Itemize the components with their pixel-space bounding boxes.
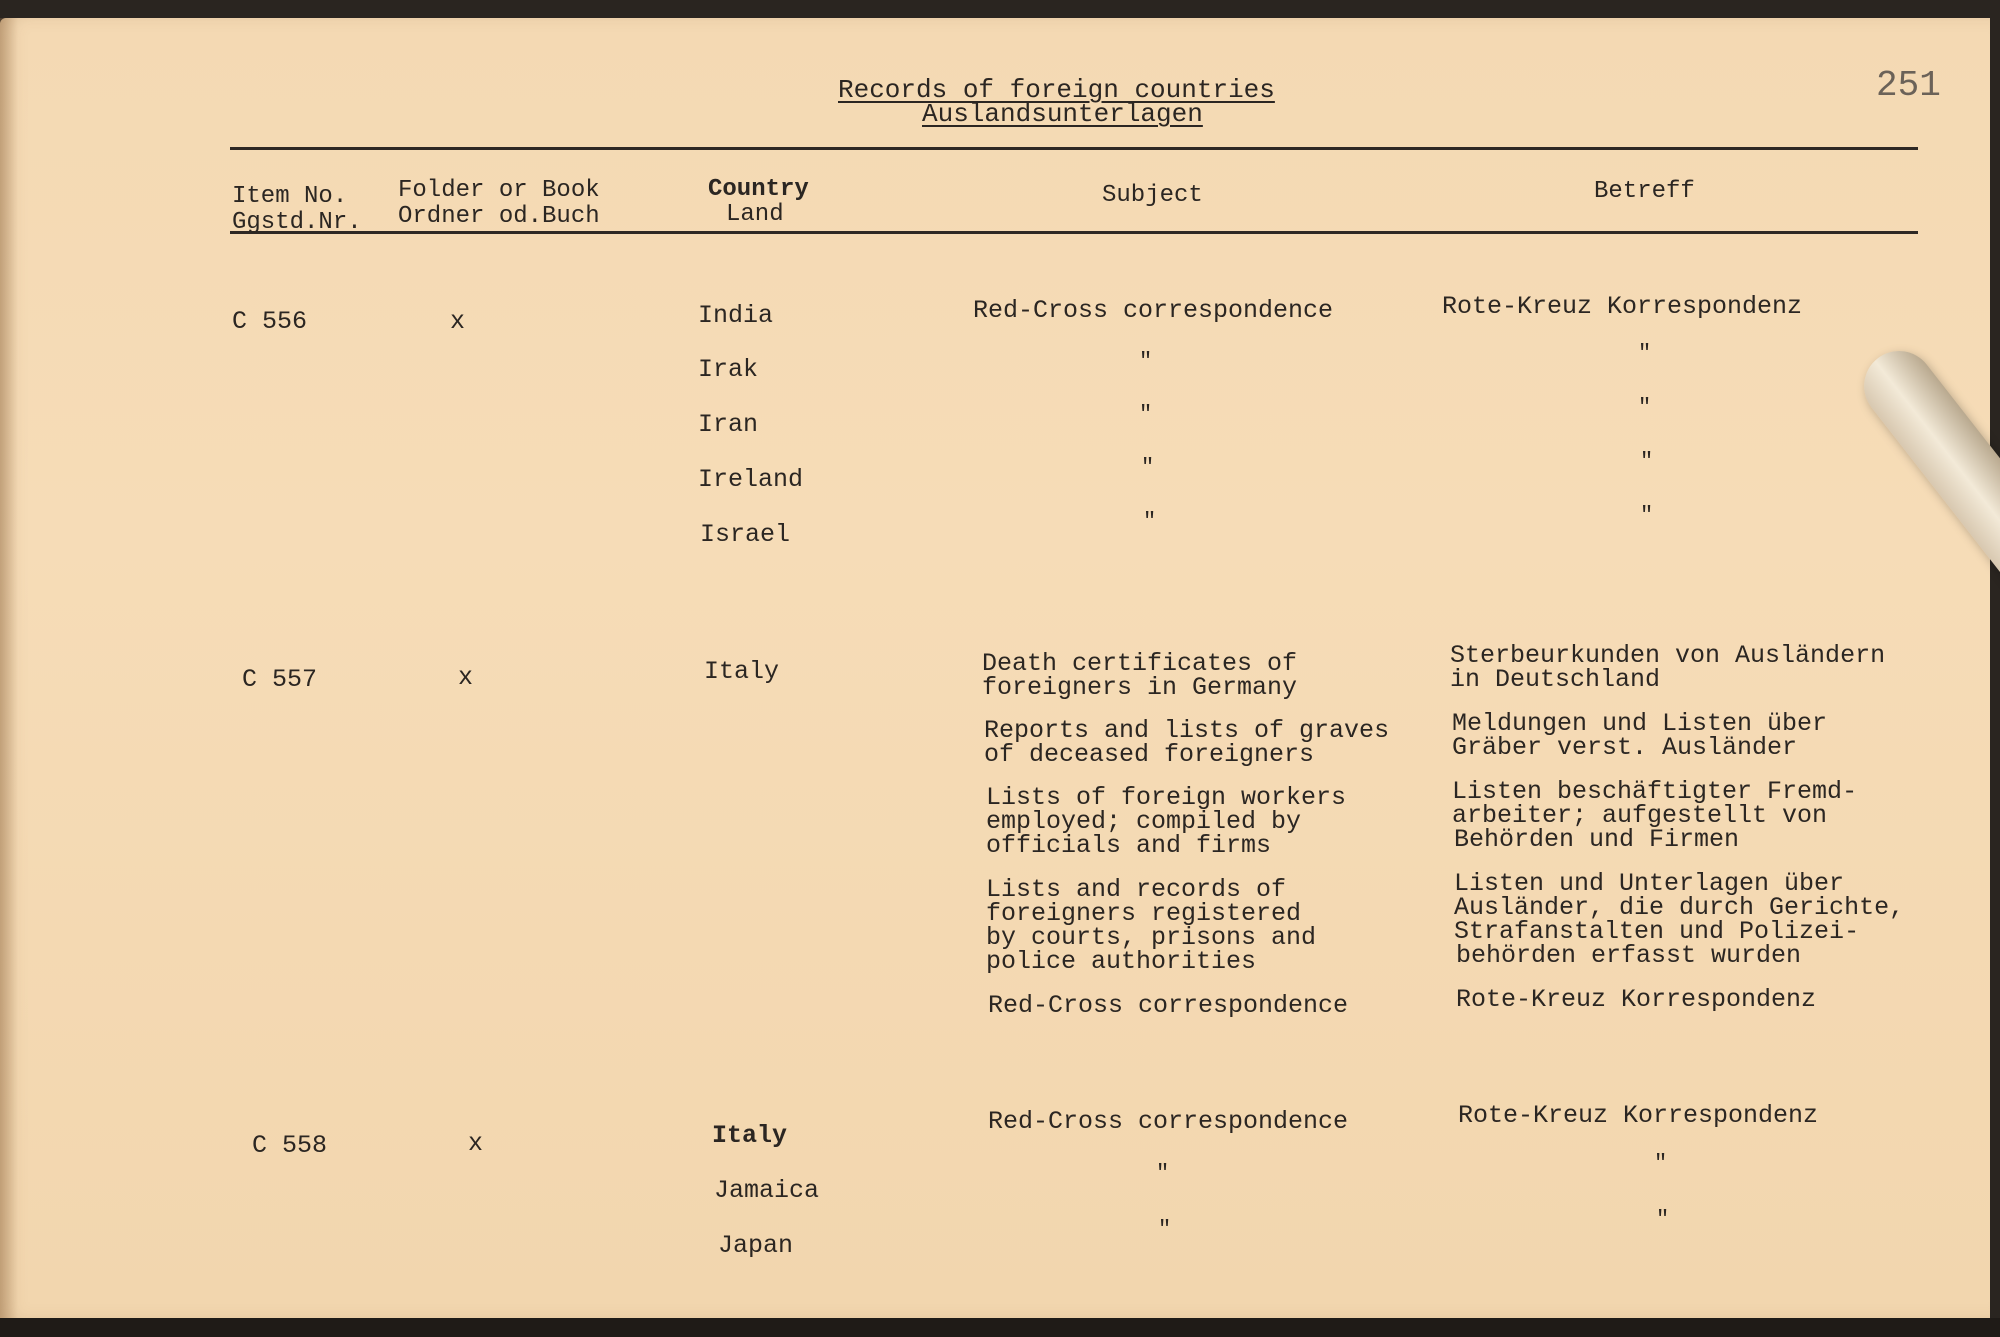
subject-en: Red-Cross correspondence — [973, 296, 1334, 325]
ditto-mark: " — [1638, 395, 1652, 420]
ditto-mark: " — [1640, 449, 1654, 474]
subject-de-line: Strafanstalten und Polizei- — [1454, 917, 1860, 946]
header-rule-top — [230, 147, 1918, 150]
page-number: 251 — [1876, 65, 1941, 106]
column-header-item-de: Ggstd.Nr. — [232, 209, 362, 236]
subject-en-line: by courts, prisons and — [986, 923, 1317, 952]
country: India — [698, 301, 774, 330]
column-header-country-en: Country — [708, 176, 809, 203]
column-header-betreff: Betreff — [1594, 178, 1695, 205]
subject-de-line: Rote-Kreuz Korrespondenz — [1456, 985, 1817, 1014]
item-number: C 557 — [242, 665, 318, 694]
subject-de-line: Gräber verst. Ausländer — [1452, 733, 1798, 762]
subject-en-line: police authorities — [986, 947, 1257, 976]
ditto-mark: " — [1156, 1161, 1170, 1186]
country: Japan — [718, 1231, 794, 1260]
ditto-mark: " — [1139, 402, 1153, 427]
subject-de-line: arbeiter; aufgestellt von — [1452, 801, 1828, 830]
ditto-mark: " — [1158, 1217, 1172, 1242]
subject-en-line: Lists of foreign workers — [986, 783, 1347, 812]
country: Israel — [700, 520, 791, 549]
subject-de-line: in Deutschland — [1450, 665, 1661, 694]
subject-en-line: foreigners in Germany — [982, 673, 1298, 702]
subject-de-line: Meldungen und Listen über — [1452, 709, 1828, 738]
item-number: C 558 — [252, 1131, 328, 1160]
folder-mark: x — [450, 307, 466, 336]
subject-en-line: Red-Cross correspondence — [988, 991, 1349, 1020]
subject-en-line: foreigners registered — [986, 899, 1302, 928]
header-rule-bottom — [230, 231, 1918, 234]
subject-en-line: officials and firms — [986, 831, 1272, 860]
subject-de-line: Behörden und Firmen — [1454, 825, 1740, 854]
item-number: C 556 — [232, 307, 308, 336]
folder-mark: x — [458, 663, 474, 692]
title-german: Auslandsunterlagen — [922, 99, 1203, 129]
subject-de: Rote-Kreuz Korrespondenz — [1458, 1101, 1819, 1130]
page-spine-shadow — [0, 18, 18, 1318]
country: Jamaica — [714, 1176, 820, 1205]
ditto-mark: " — [1143, 509, 1157, 534]
subject-en-line: Reports and lists of graves — [984, 716, 1390, 745]
ditto-mark: " — [1139, 349, 1153, 374]
country: Italy — [704, 657, 780, 686]
subject-de: Rote-Kreuz Korrespondenz — [1442, 292, 1803, 321]
ditto-mark: " — [1640, 503, 1654, 528]
subject-de-line: Sterbeurkunden von Ausländern — [1450, 641, 1886, 670]
ditto-mark: " — [1141, 455, 1155, 480]
column-header-folder-de: Ordner od.Buch — [398, 203, 600, 230]
document-page — [0, 18, 1990, 1318]
ditto-mark: " — [1654, 1151, 1668, 1176]
column-header-item-en: Item No. — [232, 183, 348, 210]
country: Iran — [698, 410, 759, 439]
column-header-folder-en: Folder or Book — [398, 177, 600, 204]
country: Ireland — [698, 465, 804, 494]
book-edge — [0, 1318, 2000, 1337]
column-header-subject: Subject — [1102, 182, 1203, 209]
folder-mark: x — [468, 1129, 484, 1158]
column-header-country-de: Land — [726, 201, 784, 228]
subject-de-line: behörden erfasst wurden — [1456, 941, 1802, 970]
subject-en-line: Lists and records of — [986, 875, 1287, 904]
subject-en-line: of deceased foreigners — [984, 740, 1315, 769]
title-english: Records of foreign countries — [838, 75, 1275, 105]
subject-de-line: Listen und Unterlagen über — [1454, 869, 1845, 898]
subject-en-line: employed; compiled by — [986, 807, 1302, 836]
ditto-mark: " — [1656, 1207, 1670, 1232]
country: Irak — [698, 355, 759, 384]
subject-en: Red-Cross correspondence — [988, 1107, 1349, 1136]
subject-de-line: Ausländer, die durch Gerichte, — [1454, 893, 1905, 922]
subject-en-line: Death certificates of — [982, 649, 1298, 678]
ditto-mark: " — [1638, 341, 1652, 366]
subject-de-line: Listen beschäftigter Fremd- — [1452, 777, 1858, 806]
country: Italy — [712, 1121, 788, 1150]
